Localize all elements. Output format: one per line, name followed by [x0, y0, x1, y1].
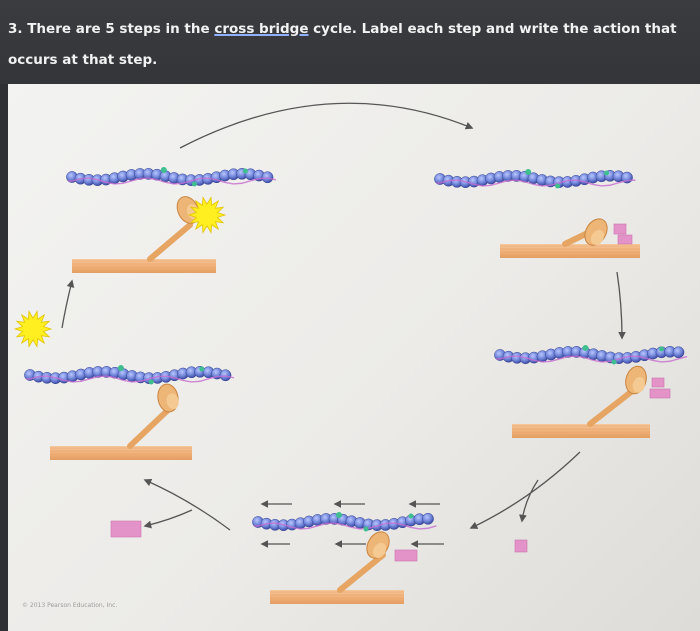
- cycle-arrow-lower-right: [471, 452, 580, 528]
- myosin-head-5: [130, 382, 180, 446]
- released-adp: [111, 521, 141, 537]
- myosin-head-2: [565, 215, 612, 249]
- question-text-part1: 3. There are 5 steps in the: [8, 21, 215, 37]
- phosphate-2b: [618, 235, 632, 244]
- phosphate-release-arrow: [522, 480, 538, 521]
- myosin-head-1: [150, 193, 203, 259]
- actin-filament-5: [24, 365, 234, 385]
- cycle-arrow-right: [617, 272, 622, 338]
- question-text-part2: cycle. Label each step and write the action that occurs at that step.: [8, 21, 677, 68]
- cycle-arrow-left: [62, 281, 72, 328]
- myosin-head-3: [590, 364, 649, 424]
- thick-filament-4: [270, 590, 404, 604]
- phosphate-2a: [614, 224, 626, 234]
- actin-filament-3: [494, 345, 687, 365]
- adp-release-arrow: [145, 510, 192, 526]
- thick-filament-5: [50, 446, 192, 460]
- actin-filament-1: [66, 167, 276, 187]
- actin-filament-2: [434, 169, 635, 189]
- myosin-head-4: [340, 528, 394, 590]
- cycle-arrow-top: [180, 103, 472, 148]
- phosphate-3b: [650, 389, 670, 398]
- atp-burst-5: [15, 311, 51, 346]
- thick-filament-3: [512, 424, 650, 438]
- thick-filament-1: [72, 259, 216, 273]
- phosphate-4: [395, 550, 417, 561]
- phosphate-3a: [652, 378, 664, 387]
- figure-credit: © 2013 Pearson Education, Inc.: [22, 602, 118, 609]
- thick-filament-2: [500, 244, 640, 258]
- actin-filament-4: [252, 512, 436, 532]
- released-phosphate: [515, 540, 527, 552]
- question-underlined-term[interactable]: cross bridge: [214, 21, 309, 37]
